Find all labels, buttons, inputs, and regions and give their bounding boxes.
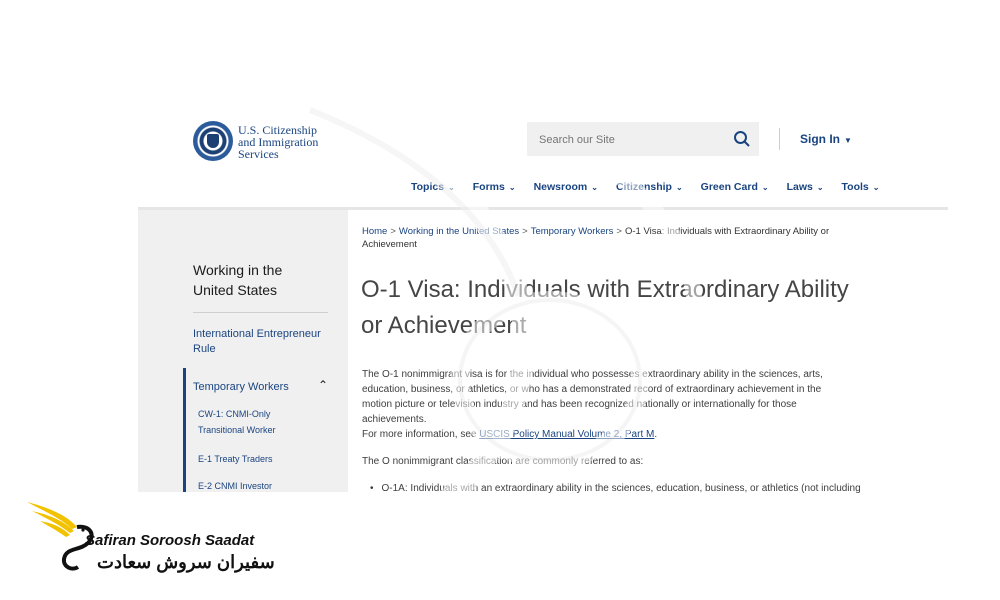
chevron-down-icon: ⌄: [872, 183, 880, 192]
sign-in-button[interactable]: [800, 132, 852, 146]
classification-paragraph: The O nonimmigrant classification are commonly referred to as:: [362, 456, 644, 467]
agency-line-3: Services: [238, 147, 279, 161]
sidebar-item-international-entrepreneur-rule[interactable]: International Entrepreneur Rule: [193, 328, 321, 355]
active-indicator: [183, 368, 186, 492]
search-box: [527, 122, 759, 156]
breadcrumb-current: O-1 Visa: Individuals with Extraordinary Ability or Achievement: [362, 226, 830, 250]
breadcrumb-separator: >: [616, 226, 622, 237]
search-input[interactable]: [537, 122, 731, 158]
nav-label: Forms: [472, 181, 505, 193]
agency-line-2: and Immigration: [238, 135, 319, 149]
sidebar-subitem-cw1[interactable]: CW-1: CNMI-Only Transitional Worker: [198, 409, 276, 435]
chevron-down-icon: ⌄: [448, 183, 455, 192]
agency-line-1: U.S. Citizenship: [238, 123, 318, 137]
nav-label: Topics: [411, 181, 445, 193]
nav-citizenship[interactable]: [616, 181, 683, 193]
chevron-down-icon: ⌄: [508, 183, 516, 192]
brand-name-farsi: سفیران سروش سعادت: [97, 552, 275, 572]
nav-laws[interactable]: [787, 181, 824, 193]
nav-tools[interactable]: [842, 181, 880, 193]
chevron-down-icon: ⌄: [675, 183, 683, 192]
nav-label: Laws: [786, 181, 813, 193]
nav-label: Tools: [841, 181, 869, 193]
sidebar: [138, 210, 348, 492]
page-title: O-1 Visa: Individuals with Extraordinary Ability or Achievement: [361, 276, 849, 339]
more-info-period: .: [654, 429, 658, 440]
sidebar-divider: [193, 312, 328, 313]
sign-in-label: Sign In: [800, 132, 840, 146]
breadcrumb-working[interactable]: Working in the United States: [398, 226, 520, 237]
sidebar-title[interactable]: Working in the United States: [193, 262, 283, 298]
nav-green-card[interactable]: [701, 181, 769, 193]
nav-newsroom[interactable]: [534, 181, 598, 193]
sidebar-section-header[interactable]: Temporary Workers: [193, 381, 289, 393]
breadcrumb-temporary-workers[interactable]: Temporary Workers: [530, 226, 614, 237]
chevron-down-icon: ⌄: [591, 183, 598, 192]
nav-label: Newsroom: [533, 181, 588, 193]
list-item-o1a: • O-1A: Individuals with an extraordinary ability in the sciences, education, business, or athletics (not including: [370, 481, 870, 496]
sidebar-section-temporary-workers: [183, 368, 348, 492]
nav-forms[interactable]: [473, 181, 516, 193]
breadcrumb-separator: >: [390, 226, 396, 237]
sidebar-subitem-e2[interactable]: E-2 CNMI Investor: [198, 481, 273, 491]
more-info-paragraph: [362, 427, 852, 442]
search-icon[interactable]: [733, 130, 751, 148]
top-navigation: [411, 181, 897, 193]
breadcrumb: [362, 225, 852, 251]
nav-topics[interactable]: [411, 181, 455, 193]
intro-paragraph: The O-1 nonimmigrant visa is for the individual who possesses extraordinary ability in the sciences, arts, education, business, or athletics, or who has a demonstrated record of extraordinary achievement in the motion picture or television industry and has been recognized nationally or internationally for those achievements.: [362, 369, 823, 425]
nav-label: Green Card: [700, 181, 758, 193]
chevron-up-icon[interactable]: ⌃: [318, 378, 329, 392]
dhs-seal-logo[interactable]: [193, 121, 233, 161]
nav-label: Citizenship: [615, 181, 672, 193]
breadcrumb-separator: >: [522, 226, 528, 237]
breadcrumb-home[interactable]: Home: [362, 226, 388, 237]
agency-name[interactable]: [238, 124, 348, 160]
more-info-text: For more information, see: [362, 429, 480, 440]
caret-down-icon: ▼: [844, 136, 852, 145]
chevron-down-icon: ⌄: [761, 183, 769, 192]
sidebar-subitem-e1[interactable]: E-1 Treaty Traders: [198, 454, 273, 464]
policy-manual-link[interactable]: USCIS Policy Manual Volume 2, Part M: [479, 429, 655, 440]
brand-name-english: Safiran Soroosh Saadat: [85, 532, 255, 549]
chevron-down-icon: ⌄: [816, 183, 824, 192]
header-divider: [779, 128, 780, 150]
